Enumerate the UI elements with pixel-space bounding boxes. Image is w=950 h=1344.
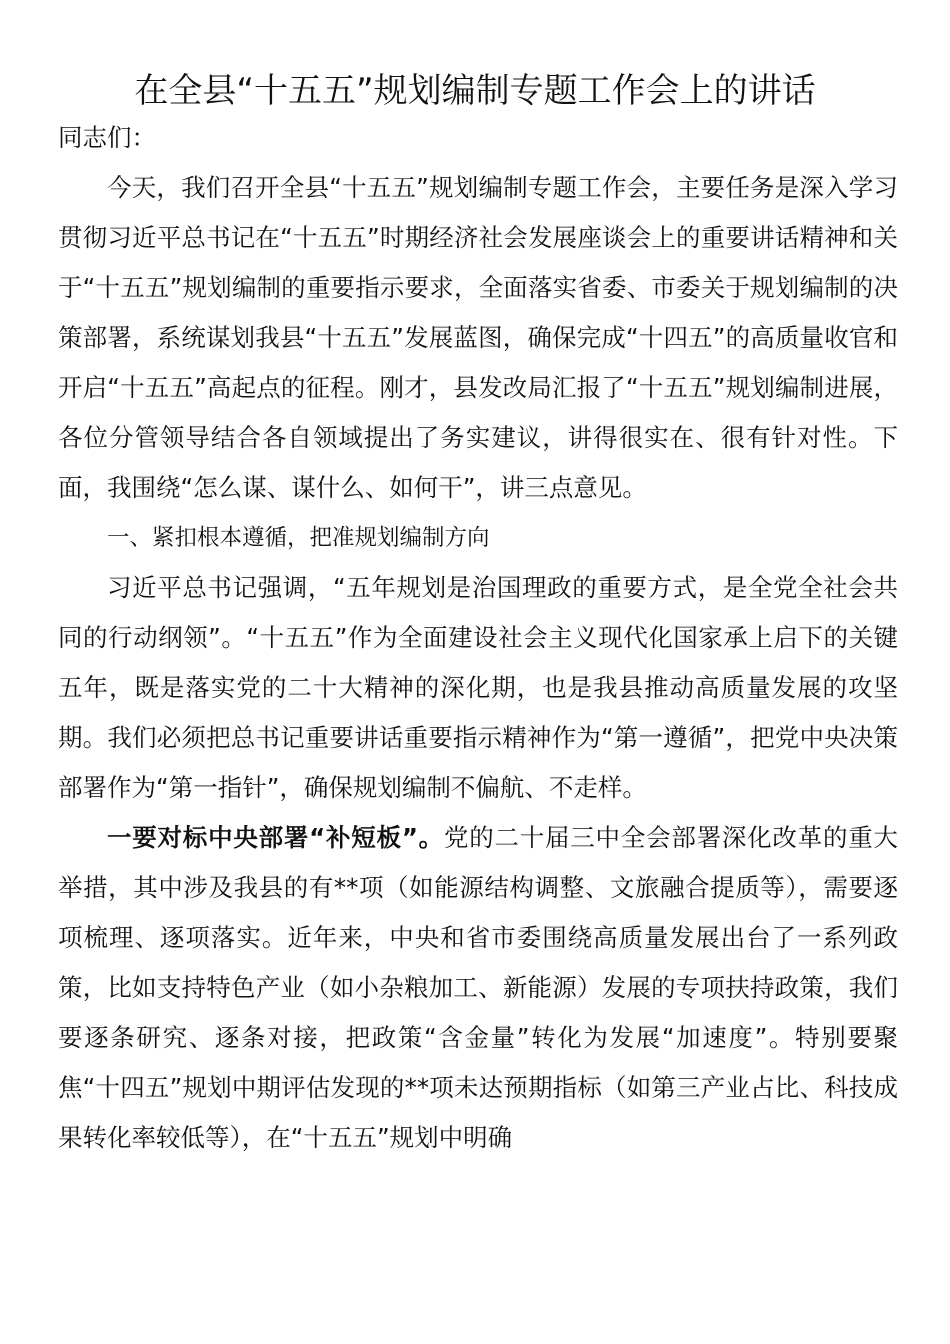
document-title: 在全县“十五五”规划编制专题工作会上的讲话 — [134, 71, 816, 111]
section-heading-one: 一、紧扣根本遵循，把准规划编制方向 — [107, 525, 490, 551]
first-point-lead: 一要对标中央部署“补短板”。 — [107, 823, 444, 852]
paragraph-first-point — [58, 813, 898, 1163]
salutation: 同志们： — [58, 123, 156, 152]
document-body — [58, 113, 898, 1163]
paragraph-intro: 今天，我们召开全县“十五五”规划编制专题工作会，主要任务是深入学习贯彻习近平总书记在“十五五”时期经济社会发展座谈会上的重要讲话精神和关于“十五五”规划编制的重要指示要求，全面落实省委、市委关于规划编制的决策部署，系统谋划我县“十五五”发展蓝图，确保完成“十四五”的高质量收官和开启“十五五”高起点的征程。刚才，县发改局汇报了“十五五”规划编制进展，各位分管领导结合各自领域提出了务实建议，讲得很实在、很有针对性。下面，我围绕“怎么谋、谋什么、如何干”，讲三点意见。 — [58, 173, 898, 502]
first-point-body: 党的二十届三中全会部署深化改革的重大举措，其中涉及我县的有**项（如能源结构调整、文旅融合提质等），需要逐项梳理、逐项落实。近年来，中央和省市委围绕高质量发展出台了一系列政策，比如支持特色产业（如小杂粮加工、新能源）发展的专项扶持政策，我们要逐条研究、逐条对接，把政策“含金量”转化为发展“加速度”。特别要聚焦“十四五”规划中期评估发现的**项未达预期指标（如第三产业占比、科技成果转化率较低等），在“十五五”规划中明确 — [58, 823, 899, 1152]
paragraph-guidance: 习近平总书记强调，“五年规划是治国理政的重要方式，是全党全社会共同的行动纲领”。“十五五”作为全面建设社会主义现代化国家承上启下的关键五年，既是落实党的二十大精神的深化期，也是我县推动高质量发展的攻坚期。我们必须把总书记重要讲话重要指示精神作为“第一遵循”，把党中央决策部署作为“第一指针”，确保规划编制不偏航、不走样。 — [58, 573, 898, 802]
